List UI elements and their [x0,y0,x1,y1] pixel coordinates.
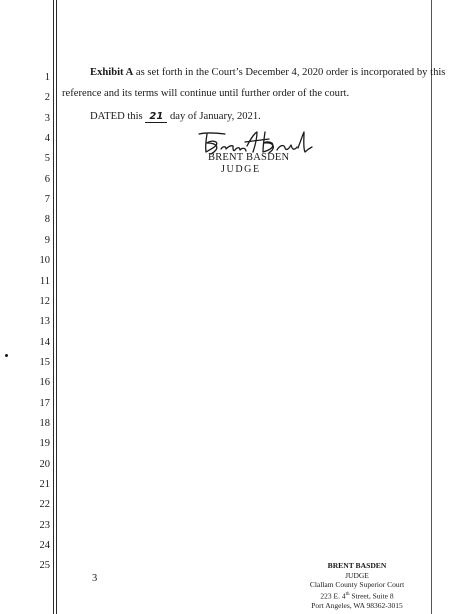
dated-line [90,110,261,123]
line-number: 1 [44,72,50,83]
page-number: 3 [92,573,98,584]
paragraph-line-1 [90,66,445,79]
footer-block [292,561,422,610]
dated-suffix: day of January, 2021. [167,111,261,122]
footer-address-num: 223 E. 4 [320,591,346,600]
footer-court: Clallam County Superior Court [309,580,405,589]
line-number: 15 [39,356,50,368]
line-number: 6 [44,173,50,185]
line-number: 14 [39,336,50,348]
signature-name: BRENT BASDEN [208,152,290,163]
line-number: 17 [39,397,50,409]
line-number: 2 [44,92,50,104]
line-number: 22 [39,499,50,511]
line-number: 23 [39,519,50,531]
footer-title: JUDGE [345,570,369,580]
line-number: 3 [44,112,50,124]
line-number: 16 [39,377,50,389]
line-number: 18 [39,417,50,429]
paragraph-line-1-text: as set forth in the Court’s December 4, 2020 order is incorporated by this [133,67,446,78]
line-number: 8 [44,214,50,226]
footer-name: BRENT BASDEN [327,561,387,570]
left-margin-rule [53,0,54,614]
margin-dot [5,354,8,357]
footer-address-rest: Street, Suite 8 [349,591,394,600]
line-number: 10 [39,255,50,267]
right-margin-rule [431,0,432,614]
line-number: 11 [39,275,50,287]
signature-title: JUDGE [221,164,261,175]
line-number: 9 [44,234,50,246]
line-number: 13 [39,316,50,328]
exhibit-label: Exhibit A [90,67,134,78]
line-number: 7 [44,194,50,206]
paragraph-line-2: reference and its terms will continue until further order of the court. [62,88,350,99]
line-number: 5 [44,153,50,165]
left-margin-rule-inner [56,0,57,614]
line-number: 4 [44,133,50,145]
dated-day: 21 [145,111,167,123]
line-number: 20 [39,458,50,470]
line-number: 24 [39,540,50,552]
dated-prefix: DATED this [90,111,146,122]
footer-address-sup: th [345,591,350,597]
line-number: 21 [39,479,50,490]
line-number: 19 [39,438,50,450]
line-number: 25 [39,560,50,572]
footer-city: Port Angeles, WA 98362-3015 [311,600,403,610]
footer-address [292,590,422,601]
line-number: 12 [39,295,50,307]
